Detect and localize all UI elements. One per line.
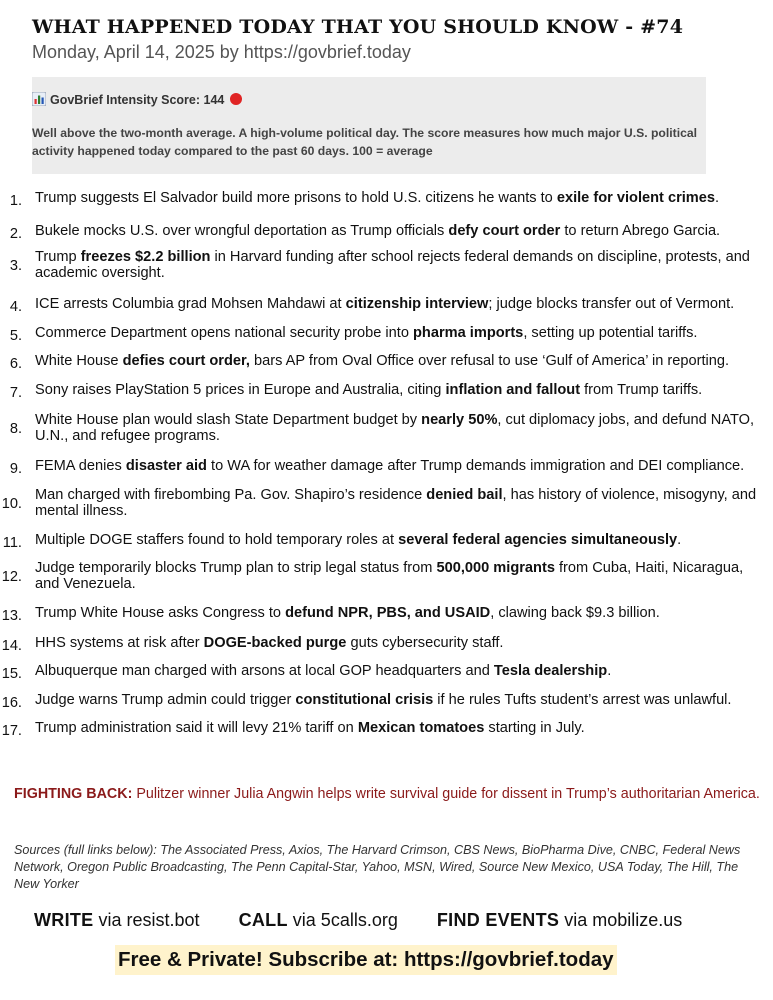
call-label: CALL — [238, 910, 288, 930]
news-item-text[interactable] — [35, 190, 770, 206]
news-item-segment: White House plan would slash State Department budget by — [35, 412, 422, 428]
action-links — [34, 910, 716, 931]
news-item-number: 1. — [9, 193, 22, 209]
news-item-number: 17. — [1, 723, 22, 739]
news-item-segment: Trump — [35, 249, 81, 265]
news-item-segment: White House — [35, 353, 123, 369]
intensity-score-box — [32, 77, 706, 174]
news-item-text[interactable] — [35, 663, 770, 679]
bar-chart-icon — [32, 92, 46, 106]
news-item-segment: Commerce Department opens national security probe into — [35, 325, 414, 341]
news-item-text[interactable] — [35, 382, 770, 398]
news-item-number: 9. — [9, 461, 22, 477]
news-item-highlight: citizenship interview — [345, 296, 489, 312]
news-item-segment: Judge temporarily blocks Trump plan to strip legal status from — [35, 560, 437, 576]
news-item-segment: Bukele mocks U.S. over wrongful deportation as Trump officials — [35, 223, 449, 239]
news-item-number: 2. — [9, 226, 22, 242]
news-item-text[interactable] — [35, 532, 770, 548]
news-item-highlight: inflation and fallout — [445, 382, 581, 398]
news-item-text[interactable] — [35, 692, 770, 708]
news-item-text[interactable] — [35, 296, 770, 312]
news-item-highlight: several federal agencies simultaneously — [398, 532, 678, 548]
news-item-highlight: defund NPR, PBS, and USAID — [285, 605, 491, 621]
news-item-highlight: freezes $2.2 billion — [80, 249, 211, 265]
news-item-highlight: exile for violent crimes — [556, 190, 716, 206]
news-item-number: 7. — [9, 385, 22, 401]
news-item-segment: Trump suggests El Salvador build more prisons to hold U.S. citizens he wants to — [35, 190, 557, 206]
news-item-number: 3. — [9, 258, 22, 274]
find-events-action[interactable] — [437, 910, 682, 930]
news-item-segment: ; judge blocks transfer out of Vermont. — [488, 296, 735, 312]
news-item-text[interactable] — [35, 487, 770, 519]
news-item-text[interactable] — [35, 635, 770, 651]
news-item-segment: Multiple DOGE staffers found to hold temporary roles at — [35, 532, 399, 548]
news-item-highlight: disaster aid — [125, 458, 207, 474]
fighting-back — [14, 784, 764, 804]
news-item-number: 11. — [2, 535, 22, 551]
news-item-segment: , setting up potential tariffs. — [523, 325, 698, 341]
intensity-description: Well above the two-month average. A high-volume political day. The score measures how much major U.S. political activity happened today compared to the past 60 days. 100 = average — [32, 126, 698, 158]
news-item-segment: from Cuba, Haiti, Nicaragua, and Venezuela. — [35, 560, 744, 592]
news-item-number: 14. — [1, 638, 22, 654]
find-events-label: FIND EVENTS — [436, 910, 560, 930]
news-item-segment: to return Abrego Garcia. — [560, 223, 721, 239]
call-action[interactable] — [239, 910, 398, 930]
news-item-number: 4. — [9, 299, 22, 315]
sources-note: Sources (full links below): The Associated Press, Axios, The Harvard Crimson, CBS News, BioPharma Dive, CNBC, Federal News Network, Oregon Public Broadcasting, The Penn Capital-Star, Yahoo, MSN, Wired, Source New Mexico, USA Today, The Hill, The New Yorker — [14, 843, 741, 891]
news-item-number: 8. — [9, 421, 22, 437]
news-item-highlight: DOGE-backed purge — [203, 635, 347, 651]
news-item-highlight: constitutional crisis — [295, 692, 434, 708]
news-item-number: 5. — [9, 328, 22, 344]
news-item-segment: Albuquerque man charged with arsons at local GOP headquarters and — [35, 663, 494, 679]
fighting-back-text[interactable]: Pulitzer winner Julia Angwin helps write survival guide for dissent in Trump’s authoritarian America. — [136, 786, 760, 802]
news-item-highlight: defies court order, — [122, 353, 250, 369]
news-item-number: 15. — [1, 666, 22, 682]
intensity-score-label: GovBrief Intensity Score: 144 — [50, 93, 225, 107]
news-item-segment: , cut diplomacy jobs, and defund NATO, U.N., and refugee programs. — [35, 412, 755, 444]
news-item-segment: . — [677, 532, 682, 548]
news-item-segment: . — [607, 663, 612, 679]
news-item-text[interactable] — [35, 325, 770, 341]
news-item-segment: bars AP from Oval Office over refusal to use ‘Gulf of America’ in reporting. — [249, 353, 730, 369]
fighting-back-label: FIGHTING BACK: — [14, 786, 133, 802]
news-item-text[interactable] — [35, 412, 770, 444]
news-item-highlight: Tesla dealership — [493, 663, 608, 679]
news-item-number: 10. — [1, 496, 22, 512]
news-item-segment: starting in July. — [484, 720, 585, 736]
news-item-highlight: 500,000 migrants — [436, 560, 555, 576]
news-item-segment: FEMA denies — [35, 458, 126, 474]
news-item-segment: , has history of violence, misogyny, and mental illness. — [35, 487, 757, 519]
news-item-text[interactable] — [35, 353, 770, 369]
news-item-highlight: denied bail — [426, 487, 503, 503]
news-item-highlight: nearly 50% — [421, 412, 498, 428]
news-item-segment: . — [715, 190, 720, 206]
news-item-segment: ICE arrests Columbia grad Mohsen Mahdawi at — [35, 296, 346, 312]
news-item-highlight: defy court order — [448, 223, 561, 239]
news-item-segment: Trump White House asks Congress to — [35, 605, 286, 621]
news-item-segment: , clawing back $9.3 billion. — [490, 605, 660, 621]
news-item-segment: in Harvard funding after school rejects federal demands on discipline, protests, and academic oversight. — [35, 249, 750, 281]
news-item-text[interactable] — [35, 223, 770, 239]
write-action[interactable] — [34, 910, 200, 930]
news-item-text[interactable] — [35, 720, 770, 736]
news-item-highlight: Mexican tomatoes — [357, 720, 485, 736]
news-item-segment: Trump administration said it will levy 21% tariff on — [35, 720, 358, 736]
intensity-score-line — [32, 92, 242, 107]
news-item-segment: Man charged with firebombing Pa. Gov. Shapiro’s residence — [35, 487, 427, 503]
subscribe-banner[interactable]: Free & Private! Subscribe at: https://govbrief.today — [115, 945, 617, 975]
news-item-number: 13. — [1, 608, 22, 624]
news-item-text[interactable] — [35, 458, 770, 474]
news-item-text[interactable] — [35, 560, 770, 592]
find-events-via: via mobilize.us — [564, 910, 683, 930]
red-circle-icon — [230, 93, 242, 105]
news-item-text[interactable] — [35, 249, 770, 281]
news-item-segment: if he rules Tufts student’s arrest was unlawful. — [433, 692, 732, 708]
news-item-segment: Sony raises PlayStation 5 prices in Europe and Australia, citing — [35, 382, 446, 398]
news-item-number: 16. — [1, 695, 22, 711]
news-item-number: 6. — [9, 356, 22, 372]
news-item-highlight: pharma imports — [413, 325, 524, 341]
dateline: Monday, April 14, 2025 by https://govbrief.today — [32, 42, 411, 62]
write-label: WRITE — [34, 910, 94, 930]
news-item-segment: guts cybersecurity staff. — [346, 635, 504, 651]
news-item-number: 12. — [1, 569, 22, 585]
call-via: via 5calls.org — [292, 910, 398, 930]
news-item-segment: to WA for weather damage after Trump demands immigration and DEI compliance. — [206, 458, 745, 474]
news-item-segment: from Trump tariffs. — [580, 382, 703, 398]
news-item-segment: Judge warns Trump admin could trigger — [35, 692, 296, 708]
news-item-text[interactable] — [35, 605, 770, 621]
news-item-segment: HHS systems at risk after — [35, 635, 204, 651]
write-via: via resist.bot — [98, 910, 200, 930]
page-title: WHAT HAPPENED TODAY THAT YOU SHOULD KNOW - #74 — [32, 16, 684, 38]
